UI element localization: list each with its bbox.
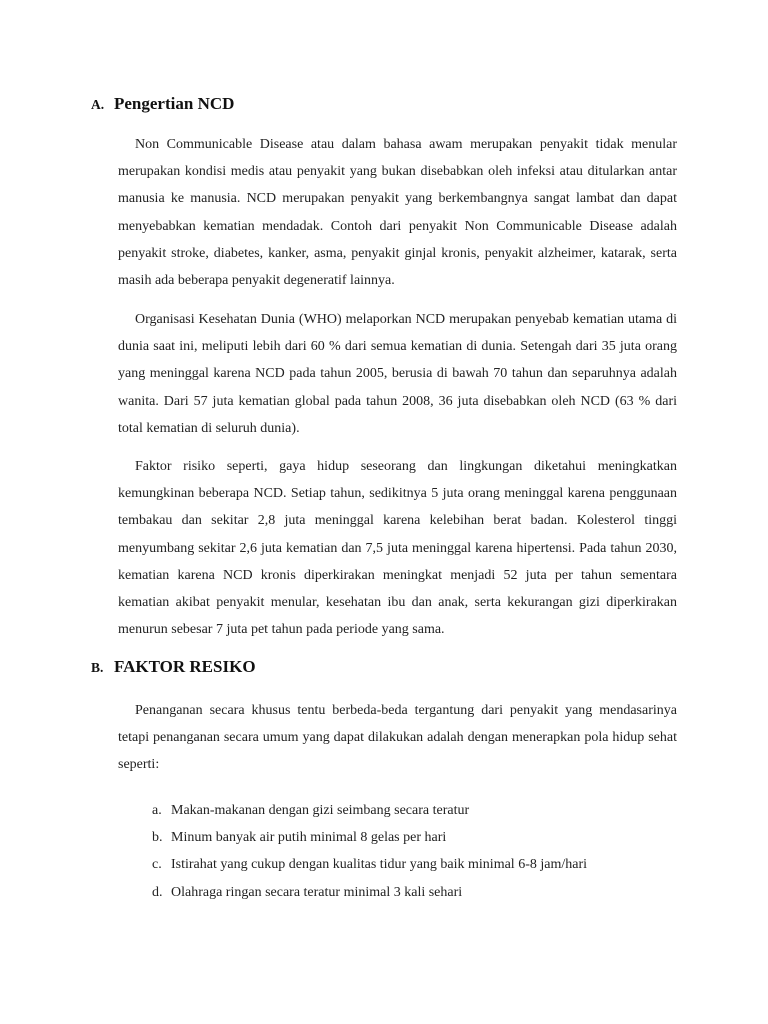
list-item-text: Minum banyak air putih minimal 8 gelas per hari bbox=[171, 830, 447, 846]
section-a-title: Pengertian NCD bbox=[114, 94, 235, 113]
section-b-heading bbox=[91, 657, 256, 677]
list-item-text: Olahraga ringan secara teratur minimal 3 kali sehari bbox=[171, 884, 463, 900]
paragraph-treatment: Penanganan secara khusus tentu berbeda-beda tergantung dari penyakit yang mendasarinya tetapi penanganan secara umum yang dapat dilakukan adalah dengan menerapkan pola hidup sehat seperti: bbox=[118, 703, 677, 773]
list-item bbox=[152, 824, 587, 851]
healthy-lifestyle-list bbox=[152, 797, 587, 906]
list-marker: d. bbox=[152, 884, 163, 900]
section-a-heading bbox=[91, 94, 234, 114]
paragraph-ncd-definition: Non Communicable Disease atau dalam bahasa awam merupakan penyakit tidak menular merupakan kondisi medis atau penyakit yang bukan disebabkan oleh infeksi atau ditularkan antar manusia ke manusia. NCD merupakan penyakit yang berkembangnya sangat lambat dan dapat menyebabkan kematian mendadak. Contoh dari penyakit Non Communicable Disease adalah penyakit stroke, diabetes, kanker, asma, penyakit ginjal kronis, penyakit alzheimer, katarak, serta masih ada beberapa penyakit degeneratif lainnya. bbox=[118, 137, 677, 289]
section-a-letter: A. bbox=[91, 97, 105, 112]
list-item bbox=[152, 851, 587, 878]
paragraph-who-report: Organisasi Kesehatan Dunia (WHO) melaporkan NCD merupakan penyebab kematian utama di dunia saat ini, meliputi lebih dari 60 % dari semua kematian di dunia. Setengah dari 35 juta orang yang meninggal karena NCD pada tahun 2005, berusia di bawah 70 tahun dan separuhnya adalah wanita. Dari 57 juta kematian global pada tahun 2008, 36 juta disebabkan oleh NCD (63 % dari total kematian di seluruh dunia). bbox=[118, 312, 677, 436]
list-marker: b. bbox=[152, 830, 163, 846]
list-marker: c. bbox=[152, 857, 162, 873]
paragraph-risk-factors: Faktor risiko seperti, gaya hidup seseorang dan lingkungan diketahui meningkatkan kemungkinan beberapa NCD. Setiap tahun, sedikitnya 5 juta orang meninggal karena penggunaan tembakau dan sekitar 2,8 juta meninggal karena kelebihan berat badan. Kolesterol tinggi menyumbang sekitar 2,6 juta kematian dan 7,5 juta meninggal karena hipertensi. Pada tahun 2030, kematian karena NCD kronis diperkirakan meningkat menjadi 52 juta per tahun sementara kematian akibat penyakit menular, kesehatan ibu dan anak, serta kekurangan gizi diperkirakan menurun sebesar 7 juta pet tahun pada periode yang sama. bbox=[118, 459, 677, 638]
list-marker: a. bbox=[152, 803, 162, 818]
list-item bbox=[152, 879, 587, 906]
list-item-text: Makan-makanan dengan gizi seimbang secara teratur bbox=[171, 803, 470, 818]
list-item bbox=[152, 797, 587, 824]
list-item-text: Istirahat yang cukup dengan kualitas tidur yang baik minimal 6-8 jam/hari bbox=[171, 857, 588, 873]
section-b-letter: B. bbox=[91, 660, 104, 675]
section-b-title: FAKTOR RESIKO bbox=[114, 657, 256, 676]
